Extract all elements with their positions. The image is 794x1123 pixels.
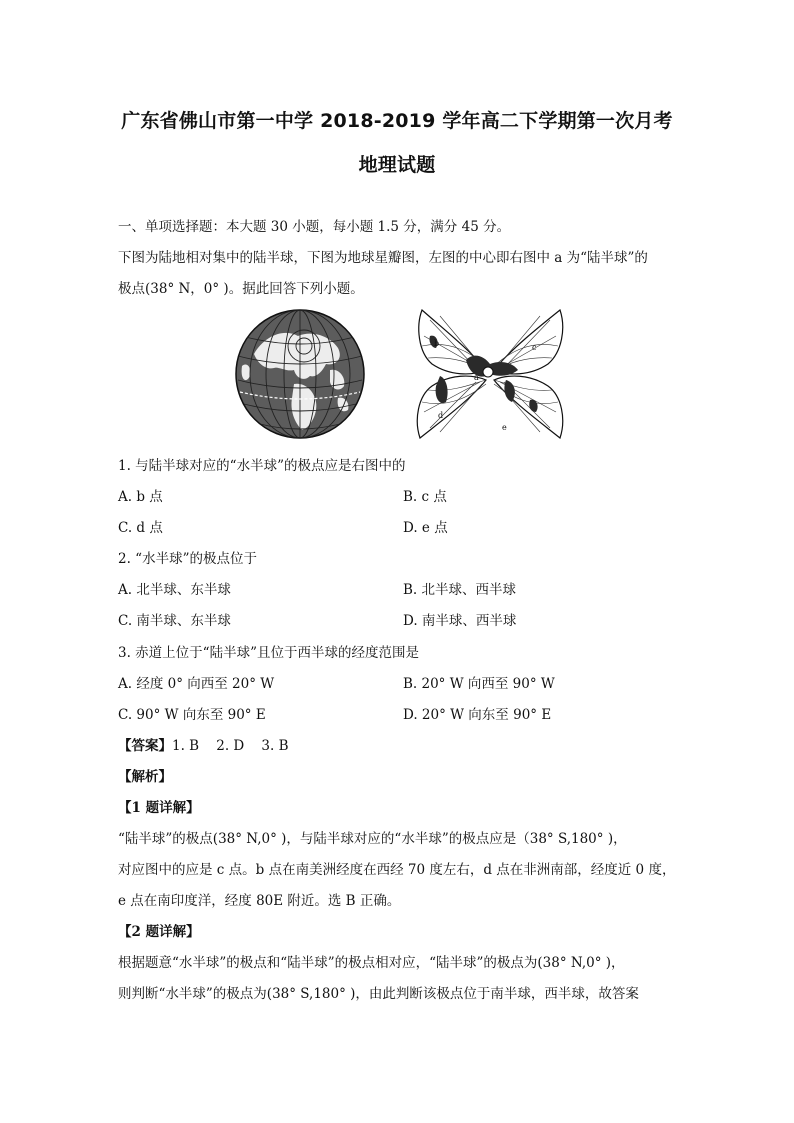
question-2-option-a: A. 北半球、东半球 bbox=[118, 582, 231, 598]
question-1-option-a: A. b 点 bbox=[118, 489, 163, 505]
question-3-option-c: C. 90° W 向东至 90° E bbox=[118, 707, 266, 723]
question-1-option-b: B. c 点 bbox=[403, 489, 447, 505]
detail-1-line-2: 对应图中的应是 c 点。b 点在南美洲经度在西经 70 度左右，d 点在非洲南部，经度近 0 度， bbox=[118, 862, 676, 878]
map-label-c: c bbox=[532, 343, 537, 352]
question-2-option-b: B. 北半球、西半球 bbox=[403, 582, 517, 598]
question-3-stem: 3. 赤道上位于“陆半球”且位于西半球的经度范围是 bbox=[118, 645, 419, 661]
answer-label: 【答案】 bbox=[118, 738, 172, 754]
answer-text: 1. B 2. D 3. B bbox=[172, 738, 289, 754]
map-label-e: e bbox=[502, 423, 507, 432]
question-2-stem: 2. “水半球”的极点位于 bbox=[118, 551, 257, 567]
question-1-stem: 1. 与陆半球对应的“水半球”的极点应是右图中的 bbox=[118, 458, 406, 474]
question-3-option-d: D. 20° W 向东至 90° E bbox=[403, 707, 552, 723]
detail-1-line-1: “陆半球”的极点(38° N,0° )，与陆半球对应的“水半球”的极点应是（38° S,180° )， bbox=[118, 831, 627, 847]
detail-2-line-2: 则判断“水半球”的极点为(38° S,180° )，由此判断该极点位于南半球，西半球，故答案 bbox=[118, 986, 639, 1002]
map-label-d: d bbox=[438, 411, 444, 420]
page-subtitle: 地理试题 bbox=[358, 154, 436, 176]
map-label-a: a bbox=[474, 373, 479, 382]
page-title: 广东省佛山市第一中学 2018-2019 学年高二下学期第一次月考 bbox=[121, 110, 673, 132]
detail-2-line-1: 根据题意“水半球”的极点和“陆半球”的极点相对应，“陆半球”的极点为(38° N,0° )， bbox=[118, 955, 625, 971]
star-petal-map-figure bbox=[410, 306, 570, 442]
question-3-option-b: B. 20° W 向西至 90° W bbox=[403, 676, 555, 692]
answer-line bbox=[118, 736, 678, 756]
intro-line-2: 极点(38° N，0° )。据此回答下列小题。 bbox=[118, 281, 364, 297]
question-2-option-d: D. 南半球、西半球 bbox=[403, 613, 517, 629]
intro-line-1: 下图为陆地相对集中的陆半球，下图为地球星瓣图，左图的中心即右图中 a 为“陆半球”的 bbox=[118, 250, 648, 266]
detail-2-heading: 【2 题详解】 bbox=[118, 924, 200, 940]
map-label-b: b bbox=[434, 339, 440, 348]
question-3-option-a: A. 经度 0° 向西至 20° W bbox=[118, 676, 275, 692]
figure-area bbox=[234, 306, 564, 442]
question-1-option-d: D. e 点 bbox=[403, 520, 448, 536]
detail-1-heading: 【1 题详解】 bbox=[118, 800, 200, 816]
question-1-option-c: C. d 点 bbox=[118, 520, 163, 536]
question-2-option-c: C. 南半球、东半球 bbox=[118, 613, 231, 629]
section-heading: 一、单项选择题：本大题 30 小题，每小题 1.5 分，满分 45 分。 bbox=[118, 219, 511, 235]
detail-1-line-3: e 点在南印度洋，经度 80E 附近。选 B 正确。 bbox=[118, 893, 401, 909]
analysis-label: 【解析】 bbox=[118, 769, 172, 785]
